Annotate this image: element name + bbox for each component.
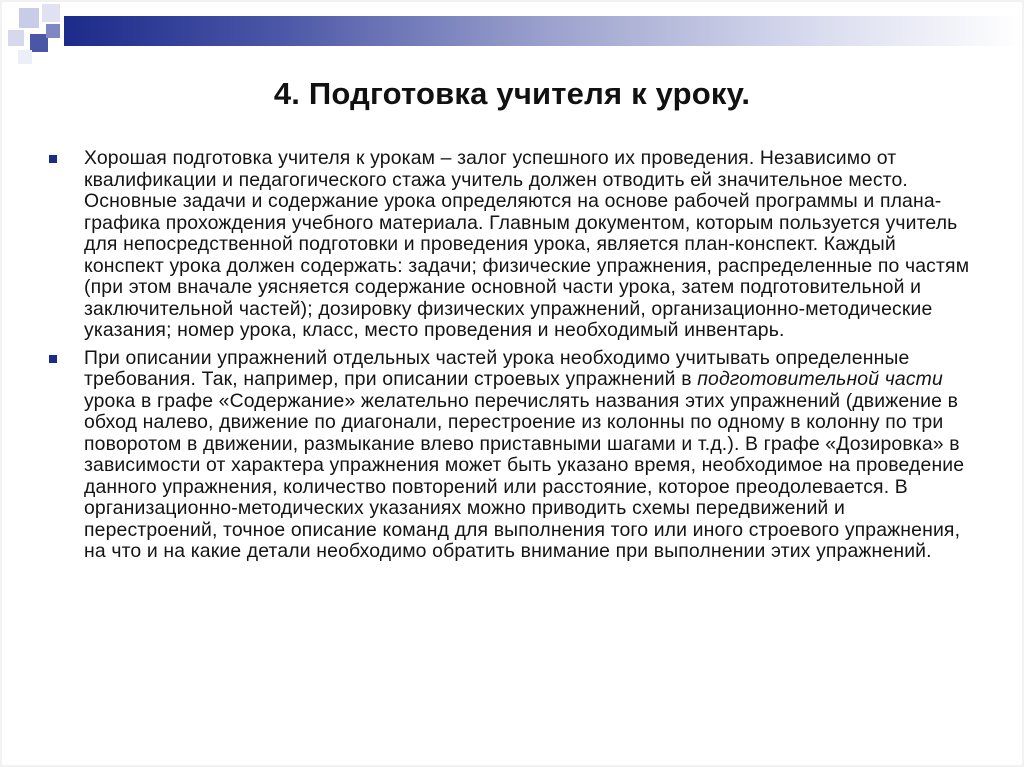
bullet-text: Хорошая подготовка учителя к урокам – залог успешного их проведения. Независимо от квалификации и педагогического стажа учитель должен отводить ей значительное место. Основные задачи и содержание урока определяются на основе рабочей программы и плана-графика прохождения учебного материала. Главным документом, которым пользуется учитель для непосредственной подготовки и проведения урока, является план-конспект. Каждый конспект урока должен содержать: задачи; физические упражнения, распределенные по частям (при этом вначале уясняется содержание основной части урока, затем подготовительной и заключительной частей); дозировку физических упражнений, организационно-методические указания; номер урока, класс, место проведения и необходимый инвентарь. — [84, 147, 970, 341]
bullet-text — [84, 348, 974, 563]
square-bullet-icon — [49, 355, 57, 363]
decor-square — [46, 24, 60, 38]
decor-square — [8, 30, 24, 46]
decor-square — [18, 50, 32, 64]
bullet-item — [44, 148, 974, 342]
square-bullet-icon — [49, 155, 57, 163]
slide — [2, 2, 1022, 765]
slide-content — [44, 148, 974, 563]
bullet-text-part: При описании упражнений отдельных частей урока необходимо учитывать определенные требования. Так, например, при описании строевых упражнений в — [84, 346, 910, 390]
bullet-text-part: урока в графе «Содержание» желательно перечислять названия этих упражнений (движение в обход налево, движение по диагонали, перестроение из колонны по одному в колонну по три поворотом в движении, размыкание влево приставными шагами и т.д.). В графе «Дозировка» в зависимости от характера упражнения может быть указано время, необходимое на проведение данного упражнения, количество повторений или расстояние, которое преодолевается. В организационно-методических указаниях можно приводить схемы передвижений и перестроений, точное описание команд для выполнения того или иного строевого упражнения, на что и на какие детали необходимо обратить внимание при выполнении этих упражнений. — [84, 389, 965, 562]
slide-title: 4. Подготовка учителя к уроку. — [273, 76, 751, 111]
bullet-text-emphasis: подготовительной части — [697, 368, 943, 390]
decor-square — [19, 8, 39, 28]
decor-square — [42, 4, 60, 22]
bullet-item — [44, 348, 974, 563]
header-gradient-bar — [64, 16, 1022, 46]
